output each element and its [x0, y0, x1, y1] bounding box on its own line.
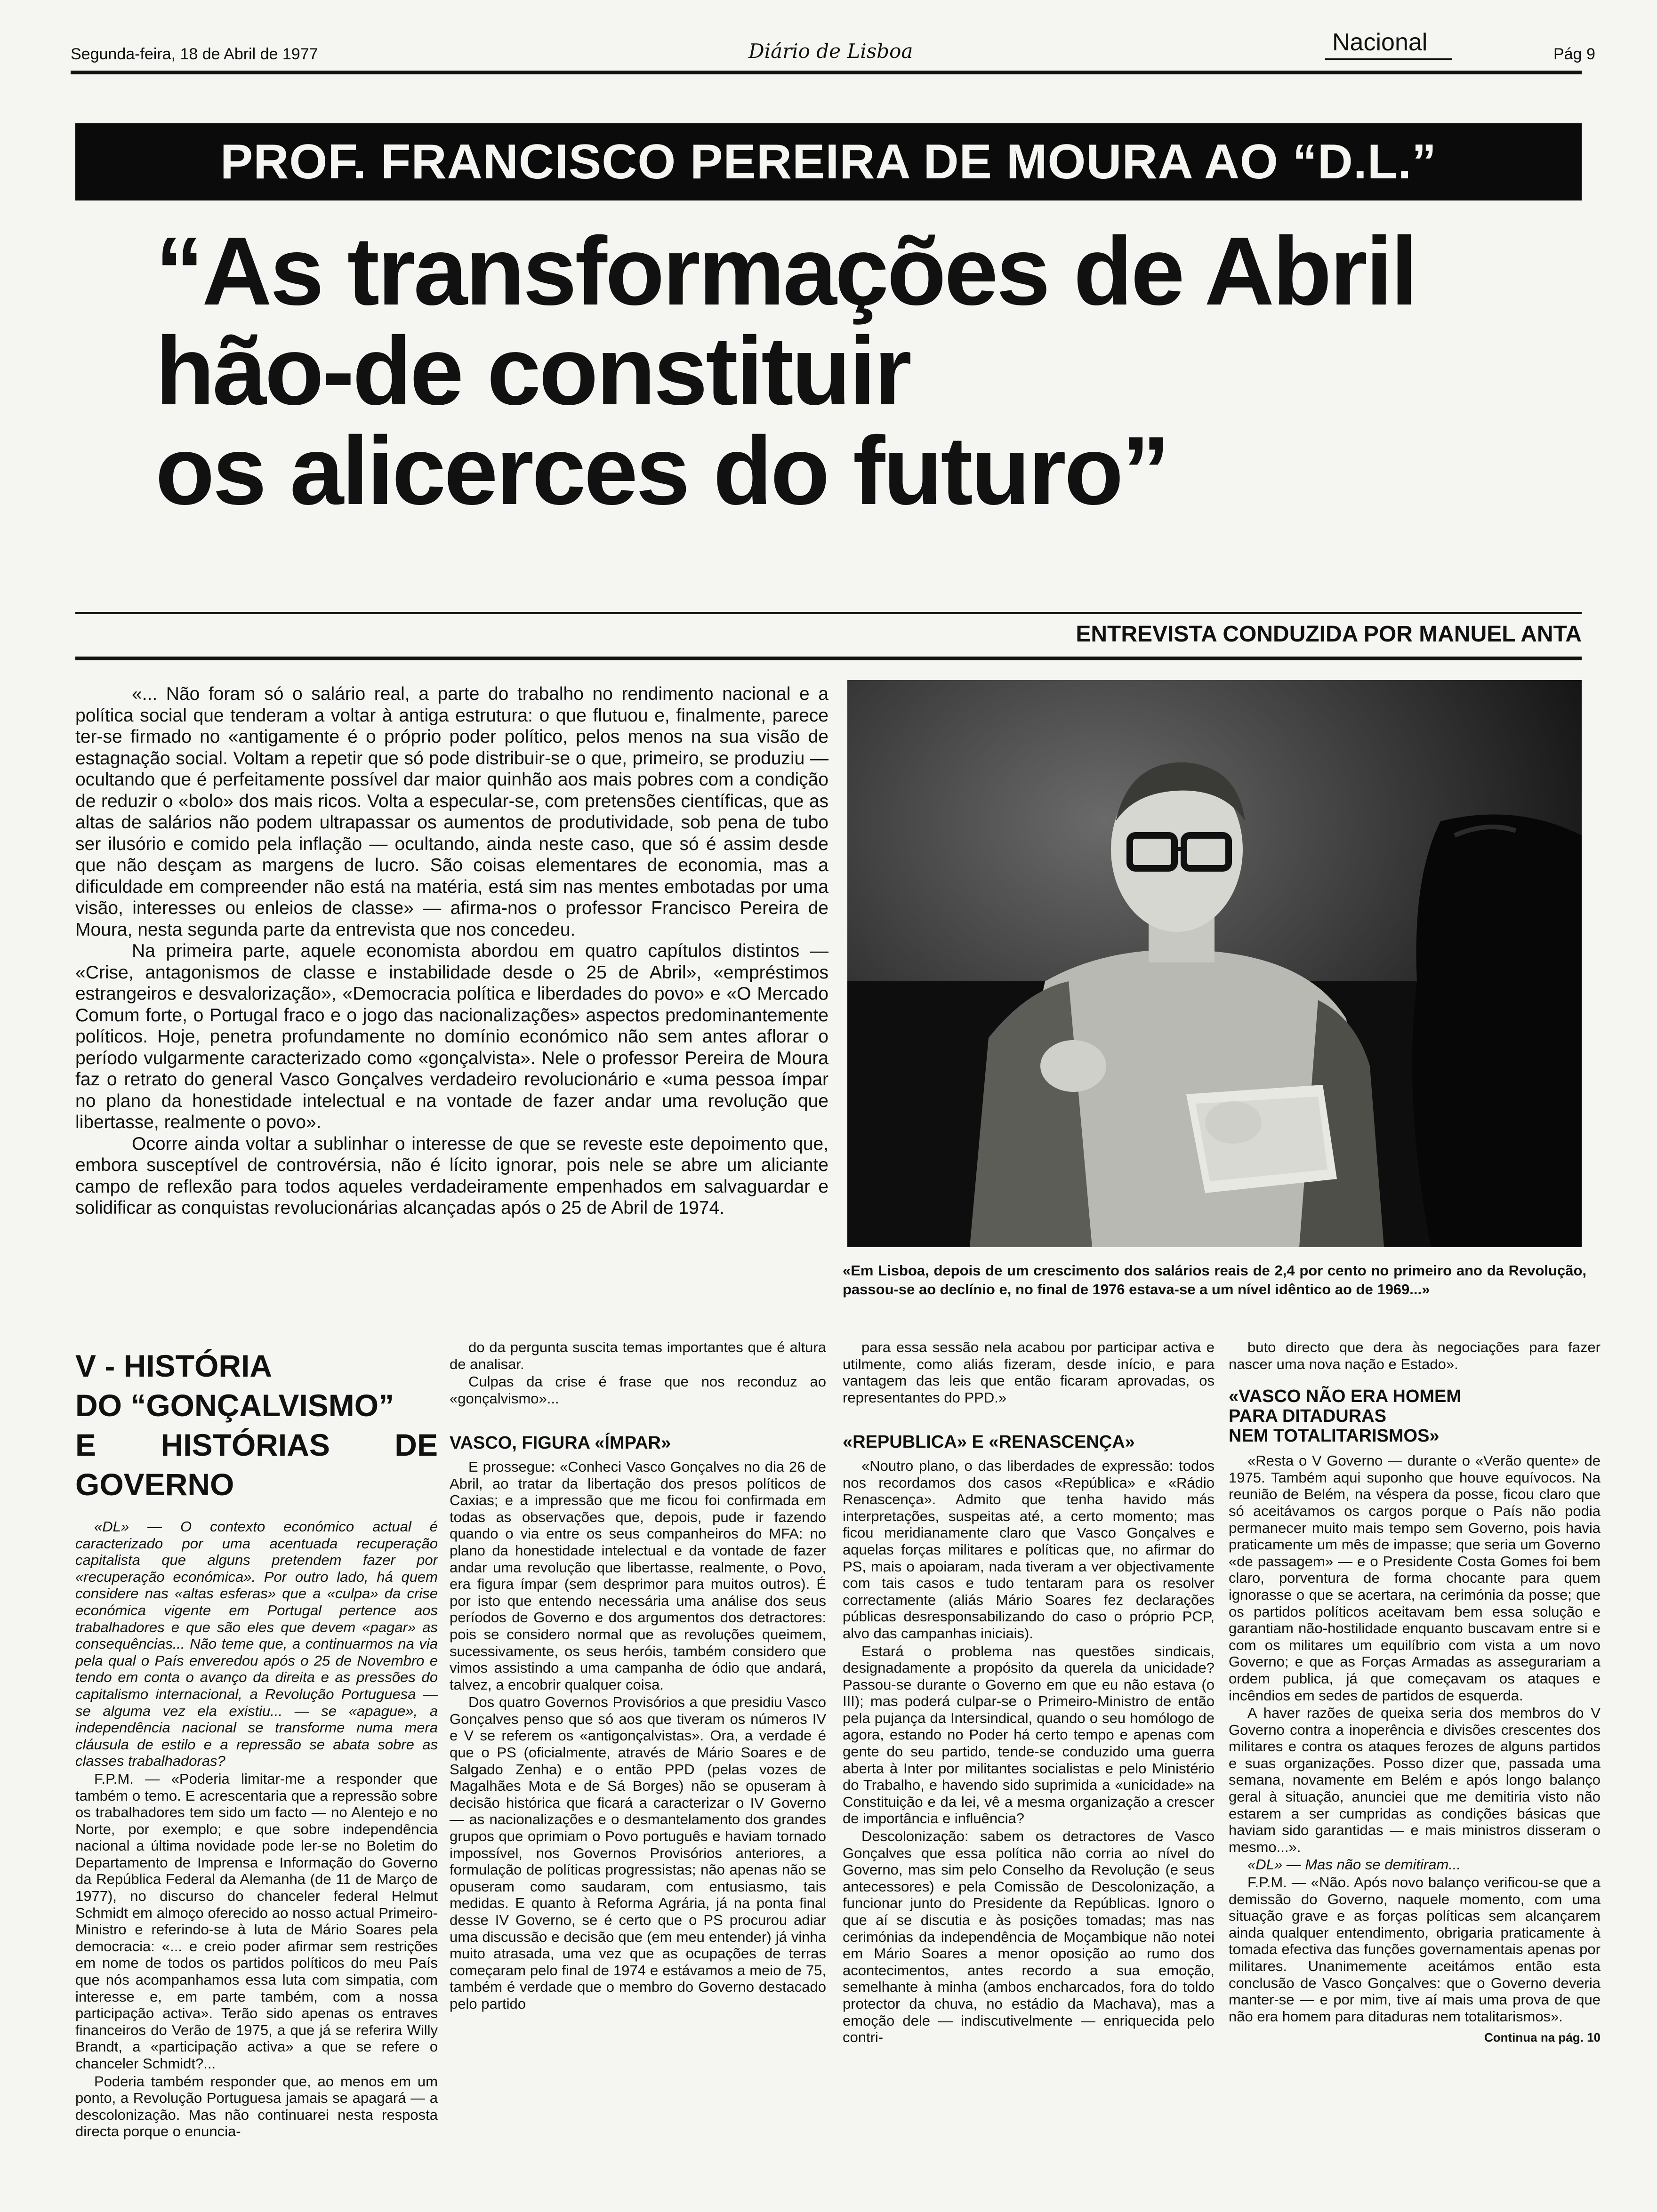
heading-line: PARA DITADURAS	[1229, 1406, 1386, 1427]
answer-paragraph: Poderia também responder que, ao menos em um ponto, a Revolução Portuguesa jamais se apagará — a descolonização. Mas não continuarei nesta resposta directa porque o enuncia-	[75, 2073, 438, 2140]
body-paragraph: Estará o problema nas questões sindicais, designadamente a propósito da querela da unicidade? Passou-se durante o Governo em que eu não estava (o III); mas poderá culpar-se o Primeiro-Ministro de então pela pujança da Intersindical, quando o seu homólogo de agora, estando no Poder há certo tempo e apenas com gente do seu partido, tende-se conduzido uma guerra aberta à Inter por militantes socialistas e pelo Ministério do Trabalho, e havendo sido suprimida a «unicidade» na Constituição e da lei, vê a mesma organização a crescer de importância e influência?	[843, 1643, 1215, 1827]
body-paragraph: Descolonização: sabem os detractores de Vasco Gonçalves que essa política não corria ao nível do Governo, mas sim pelo Conselho da Revolução (e seus antecessores) e pela Comissão de Descolonização, a funcionar junto do Presidente da Repúblicas. Ignoro o que aí se discutia e às posições tomadas; mas nas cerimónias da independência de Moçambique não notei em Mário Soares a menor oposição ao rumo dos acontecimentos, antes recordo a sua emoção, semelhante à minha (ambos encharcados, fora do toldo protector da chuva, no estádio da Machava), mas a emoção dele — indiscutivelmente — enriquecida pelo contri-	[843, 1828, 1215, 2046]
issue-date: Segunda-feira, 18 de Abril de 1977	[71, 45, 318, 63]
body-paragraph: «Resta o V Governo — durante o «Verão quente» de 1975. Também aqui suponho que houve equívocos. Na reunião de Belém, na véspera da posse, ficou claro que só aceitávamos os cargos porque o País não podia permanecer muito mais tempo sem Governo, pois havia praticamente um mês de impasse; que seria um Governo «de passagem» — e o Presidente Costa Gomes foi bem claro, porventura de forma chocante para quem ignorasse o que se acertara, na cerimónia da posse; que os partidos políticos aceitavam bem essa solução e garantiam não-hostilidade enquanto buscavam entre si e com os militares um equilíbrio com vista a um novo Governo; e que as Forças Armadas as assegurariam a ordem publica, já que começavam os ataques e incêndios em sedes de partidos de esquerda.	[1229, 1452, 1601, 1704]
byline: ENTREVISTA CONDUZIDA POR MANUEL ANTA	[1076, 622, 1582, 647]
body-paragraph: «Noutro plano, o das liberdades de expressão: todos nos recordamos dos casos «República» e «Rádio Renascença». Admito que tenha havido más interpretações, suspeitas até, a certo momento; mas ficou meridianamente claro que Vasco Gonçalves e aquelas forças militares e políticas que, no afirmar do PS, mais o apoiaram, nada tiveram a ver objectivamente com tais casos e tudo tentaram para os resolver correctamente (aliás Mário Soares fez declarações públicas desresponsabilizando do caso o próprio PCP, alvo das campanhas iniciais).	[843, 1457, 1215, 1642]
interview-photo-illustration	[847, 680, 1582, 1247]
body-paragraph: A haver razões de queixa seria dos membros do V Governo contra a inoperência e divisões crescentes dos militares e contra os ataques ferozes de alguns partidos e suas organizações. Posso dizer que, passada uma semana, novamente em Belém e após longo balanço geral à situação, anunciei que me demitiria visto não estarem a ser cumpridas as condições básicas que haviam sido garantidas — e mais ministros disseram o mesmo...».	[1229, 1705, 1601, 1855]
intro-paragraph: Ocorre ainda voltar a sublinhar o interesse de que se reveste este depoimento que, embora susceptível de controvérsia, não é lícito ignorar, pois nele se abre um aliciante campo de reflexão para todos aqueles verdadeiramente empenhados em salvaguardar e solidificar as conquistas revolucionárias alcançadas após o 25 de Abril de 1974.	[75, 1133, 828, 1218]
article-column-3	[843, 1339, 1215, 2047]
page-number: Pág 9	[1553, 45, 1595, 63]
heading-line: E HISTÓRIAS DE GOVERNO	[75, 1427, 438, 1502]
section-heading-vasco: VASCO, FIGURA «ÍMPAR»	[450, 1433, 671, 1453]
heading-line: V - HISTÓRIA	[75, 1348, 273, 1383]
body-paragraph: para essa sessão nela acabou por participar activa e utilmente, como aliás fizeram, desde início, e para vantagem das leis que então ficaram aprovadas, os representantes do PPD.»	[843, 1339, 1215, 1406]
article-column-4	[1229, 1339, 1601, 2046]
article-column-1	[75, 1346, 438, 2141]
kicker-banner: PROF. FRANCISCO PEREIRA DE MOURA AO “D.L.”	[75, 123, 1582, 200]
body-paragraph: Dos quatro Governos Provisórios a que presidiu Vasco Gonçalves penso que só aos que tiveram os números IV e V se referem os «antigonçalvistas». Ora, a verdade é que o PS (oficialmente, através de Mário Soares e de Salgado Zenha) e o então PPD (pelas vozes de Magalhães Mota e de Sá Borges) não se opuseram à decisão histórica que ficará a caracterizar o IV Governo — as nacionalizações e o desmantelamento dos grandes grupos que oprimiam o Povo português e haviam tornado impossível, nos Governos Provisórios anteriores, a formulação de políticas progressistas; não apenas não se opuseram como saudaram, com entusiasmo, tais medidas. E quanto à Reforma Agrária, já na ponta final desse IV Governo, se é certo que o PS procurou adiar uma discussão e decisão que (em meu entender) já vinha muito atrasada, uma vez que as ocupações de terras começaram pelo final de 1974 e estávamos a meio de 75, também é verdade que o membro do Governo destacado pelo partido	[450, 1694, 826, 2012]
interview-photo	[847, 680, 1582, 1247]
section-name: Nacional	[1332, 29, 1428, 56]
masthead-rule-thin	[1325, 58, 1452, 60]
continuation-note: Continua na pág. 10	[1484, 2030, 1601, 2045]
byline-rule	[75, 657, 1582, 660]
headline	[155, 217, 1568, 525]
photo-caption: «Em Lisboa, depois de um crescimento dos salários reais de 2,4 por cento no primeiro ano da Revolução, passou-se ao declínio e, no final de 1976 estava-se a um nível idêntico ao de 1969...»	[843, 1262, 1586, 1298]
section-heading-historia	[75, 1346, 438, 1504]
answer-paragraph: F.P.M. — «Não. Após novo balanço verificou-se que a demissão do Governo, naquele momento, com uma situação grave e as forças políticas sem alcançarem ainda qualquer entendimento, obrigaria praticamente à tomada efectiva das funções governamentais apenas por militares. Unanimemente aceitámos então esta conclusão de Vasco Gonçalves: que o Governo deveria manter-se — e por mim, tive aí mais uma prova de que não era homem para ditaduras nem totalitarismos».	[1229, 1874, 1601, 2025]
section-heading-republica: «REPUBLICA» E «RENASCENÇA»	[843, 1432, 1135, 1452]
headline-line-3: os alicerces do futuro”	[155, 417, 1168, 525]
headline-rule	[75, 612, 1582, 614]
newspaper-name: Diário de Lisboa	[748, 40, 913, 63]
body-paragraph: E prossegue: «Conheci Vasco Gonçalves no dia 26 de Abril, ao tratar da libertação dos presos políticos de Caxias; e a impressão que me ficou foi confirmada em todas as observações que, depois, pude ir fazendo quando o via entre os seus companheiros do MFA: no plano da honestidade intelectual e da vontade de fazer andar uma revolução que libertasse, realmente, o Povo, era figura ímpar (sem desprimor para muitos outros). É por isto que entendo necessária uma análise dos seus períodos de Governo e dos argumentos dos detractores: pois se considero normal que as revoluções queimem, sucessivamente, os seus heróis, também considero que vimos assistindo a uma campanha de ódio que andará, talvez, a encobrir qualquer coisa.	[450, 1458, 826, 1693]
intro-paragraph: Na primeira parte, aquele economista abordou em quatro capítulos distintos — «Crise, antagonismos de classe e instabilidade desde o 25 de Abril», «empréstimos estrangeiros e desvalorização», «Democracia política e liberdades do povo» e «O Mercado Comum forte, o Portugal fraco e o jogo das nacionalizações» aspectos predominantemente políticos. Hoje, penetra profundamente no domínio económico não sem antes aflorar o período vulgarmente caracterizado como «gonçalvista». Nele o professor Pereira de Moura faz o retrato do general Vasco Gonçalves verdadeiro revolucionário e «uma pessoa ímpar no plano da honestidade intelectual e na vontade de fazer andar uma revolução que libertasse, realmente o povo».	[75, 941, 828, 1132]
article-column-2	[450, 1339, 826, 2013]
heading-line: «VASCO NÃO ERA HOMEM	[1229, 1387, 1462, 1407]
masthead-rule	[71, 71, 1582, 74]
section-heading-vasco-nao-era	[1229, 1387, 1601, 1446]
intro-text	[75, 683, 828, 1219]
question-paragraph: «DL» — Mas não se demitiram...	[1247, 1856, 1461, 1873]
headline-line-1: “As transformações de Abril	[155, 217, 1416, 325]
heading-line: NEM TOTALITARISMOS»	[1229, 1426, 1440, 1446]
question-paragraph: «DL» — O contexto económico actual é caracterizado por uma acentuada recuperação capitalista que alguns pretendem fazer por «recuperação económica». Por outro lado, há quem considere nas «altas esferas» que a «culpa» da crise económica vigente em Portugal pertence aos trabalhadores e que são eles que devem «pagar» as consequências... Não teme que, a continuarmos na via pela qual o País enveredou após o 25 de Novembro e tendo em conta o avanço da direita e as pressões do capitalismo internacional, a Revolução Portuguesa — se alguma vez ela existiu... — se «apague», a independência nacional se transforme numa mera cláusula de estilo e a repressão se abata sobre as classes trabalhadoras?	[75, 1518, 438, 1770]
intro-paragraph: «... Não foram só o salário real, a parte do trabalho no rendimento nacional e a política social que tenderam a voltar à antiga estrutura: o que flutuou e, finalmente, parece ter-se firmado no «antigamente é o próprio poder político, pelos menos na sua visão de estagnação social. Voltam a repetir que só pode distribuir-se o que, primeiro, se produziu — ocultando que é perfeitamente possível dar maior quinhão aos mais pobres com a condição de reduzir o «bolo» dos mais ricos. Volta a especular-se, com pretensões científicas, que as altas de salários não podem ultrapassar os aumentos de produtividade, sob pena de tubo ser ilusório e comido pela inflação — ocultando, ainda neste caso, que só é assim desde que não desçam as margens de lucro. São coisas elementares de economia, mas a dificuldade em compreender não está na matéria, está sim nas mentes embotadas por uma visão, interesses ou enleios de classe» — afirma-nos o professor Francisco Pereira de Moura, nesta segunda parte da entrevista que nos concedeu.	[75, 684, 828, 940]
answer-paragraph: F.P.M. — «Poderia limitar-me a responder que também o temo. E acrescentaria que a repressão sobre os trabalhadores tem sido um facto — no Alentejo e no Norte, por exemplo; e que sobre independência nacional a última novidade pode ler-se no Boletim do Departamento de Imprensa e Informação do Governo da República Federal da Alemanha (de 11 de Março de 1977), no discurso do chanceler federal Helmut Schmidt em almoço oferecido ao nosso actual Primeiro-Ministro e referindo-se à luta de Mário Soares pela democracia: «... e creio poder afirmar sem restrições em nome de todos os partidos políticos do meu País que nós acompanhamos essa luta com simpatia, com interesse e, em parte também, com a nossa participação activa». Terão sido apenas os entraves financeiros do Verão de 1975, a que já se referira Willy Brandt, a «participação activa» a que se refere o chanceler Schmidt?...	[75, 1770, 438, 2072]
heading-line: DO “GONÇALVISMO”	[75, 1388, 394, 1423]
headline-line-2: hão-de constituir	[155, 317, 910, 425]
body-paragraph: Culpas da crise é frase que nos reconduz ao «gonçalvismo»...	[450, 1373, 826, 1407]
body-paragraph: buto directo que dera às negociações para fazer nascer uma nova nação e Estado».	[1229, 1339, 1601, 1372]
body-paragraph: do da pergunta suscita temas importantes que é altura de analisar.	[450, 1339, 826, 1372]
